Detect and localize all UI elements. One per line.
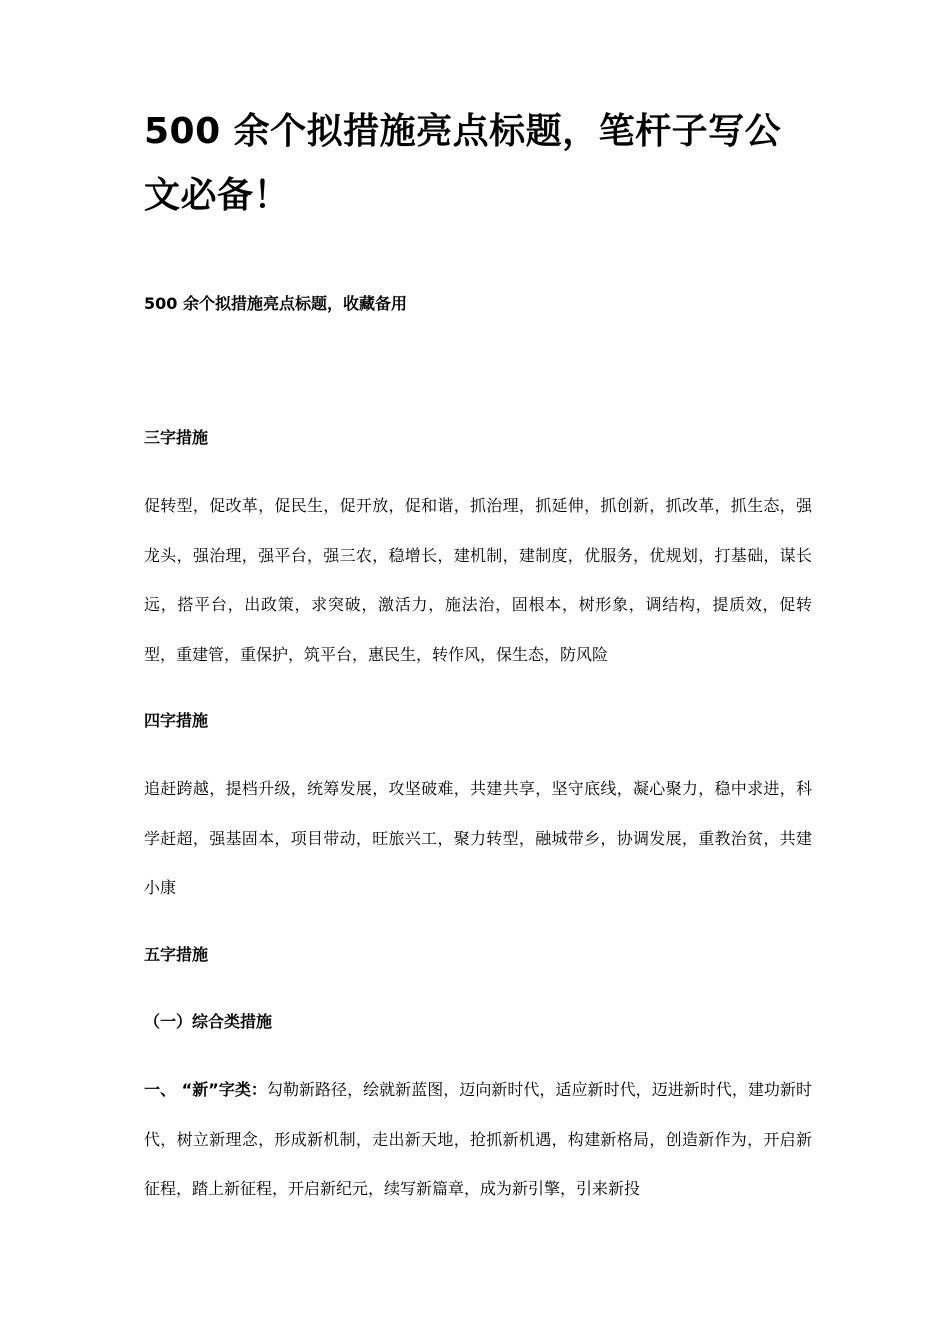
- subsection-heading-comprehensive: （一）综合类措施: [144, 1012, 273, 1031]
- item-new-char-text: 勾勒新路径，绘就新蓝图，迈向新时代，适应新时代，迈进新时代，建功新时代，树立新理念，形成新机制，走出新天地，抢抓新机遇，构建新格局，创造新作为，开启新征程，踏上新征程，开启新纪元，续写新篇章，成为新引擎，引来新投: [144, 1080, 812, 1198]
- section-heading-four-char: 四字措施: [144, 711, 209, 730]
- section-heading-five-char: 五字措施: [144, 945, 209, 964]
- document-subtitle: 500 余个拟措施亮点标题，收藏备用: [144, 294, 407, 313]
- item-new-char: [144, 1065, 812, 1214]
- section-heading-three-char: 三字措施: [144, 428, 209, 447]
- section-text-three-char: 促转型，促改革，促民生，促开放，促和谐，抓治理，抓延伸，抓创新，抓改革，抓生态，强龙头，强治理，强平台，强三农，稳增长，建机制，建制度，优服务，优规划，打基础，谋长远，搭平台，出政策，求突破，激活力，施法治，固根本，树形象，调结构，提质效，促转型，重建管，重保护，筑平台，惠民生，转作风，保生态，防风险: [144, 496, 812, 664]
- item-new-char-label: 一、 “新”字类：: [144, 1080, 267, 1099]
- section-text-four-char: 追赶跨越，提档升级，统筹发展，攻坚破难，共建共享，坚守底线，凝心聚力，稳中求进，科学赶超，强基固本，项目带动，旺旅兴工，聚力转型，融城带乡，协调发展，重教治贫，共建小康: [144, 779, 812, 897]
- document-title: 500 余个拟措施亮点标题，笔杆子写公文必备！: [144, 111, 782, 216]
